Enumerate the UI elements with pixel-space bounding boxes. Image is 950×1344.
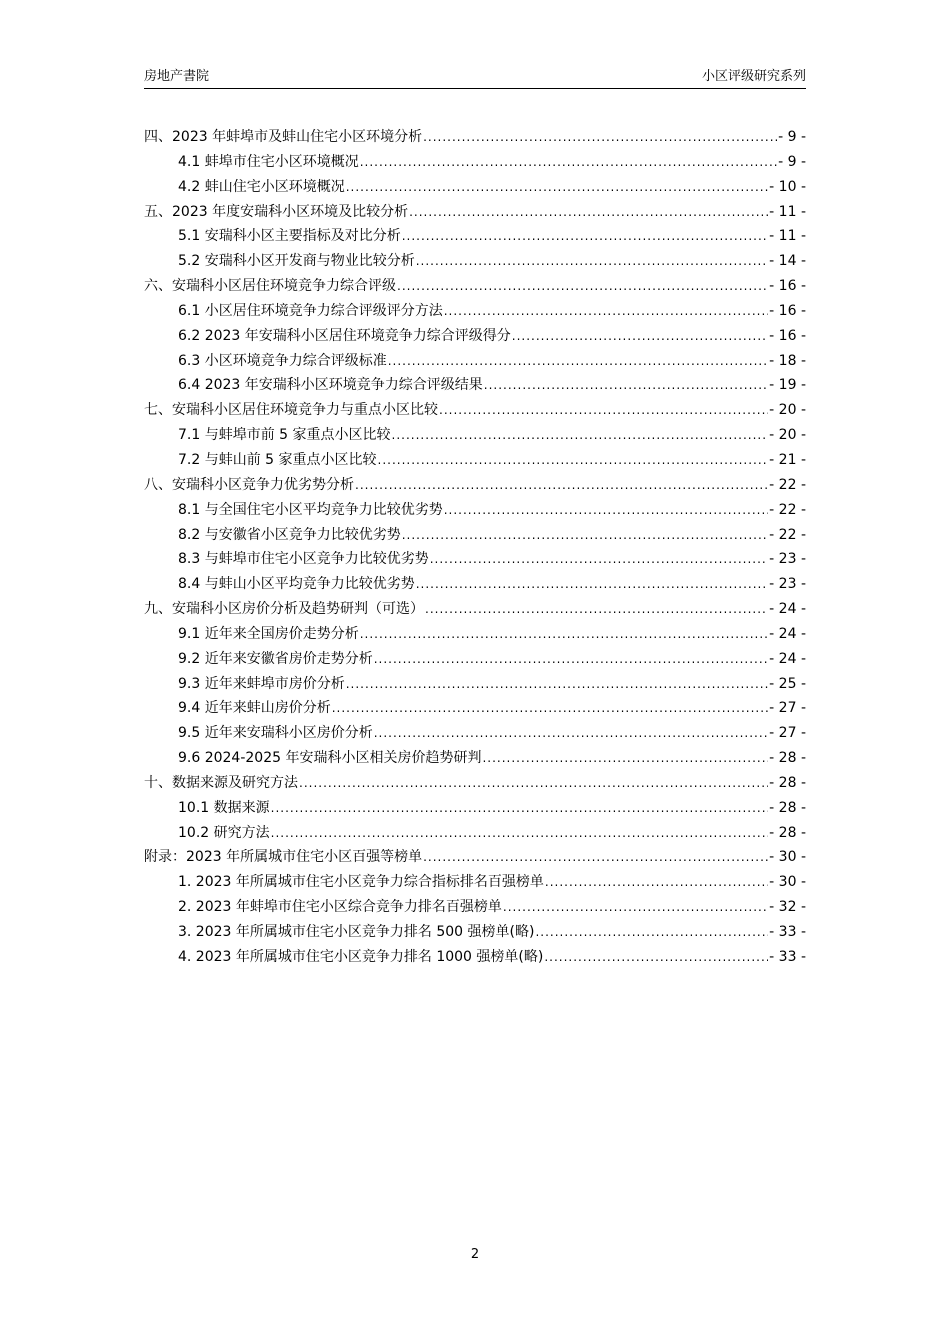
toc-section-entry[interactable]	[144, 249, 806, 274]
toc-dot-leader	[299, 771, 768, 796]
toc-entry-page: - 28 -	[769, 750, 806, 767]
toc-entry-title: 附录：2023 年所属城市住宅小区百强等榜单	[144, 849, 423, 866]
toc-section-entry[interactable]	[144, 423, 806, 448]
toc-entry-title: 9.4 近年来蚌山房价分析	[178, 700, 331, 717]
toc-entry-title: 8.2 与安徽省小区竞争力比较优劣势	[178, 526, 401, 543]
toc-dot-leader	[346, 672, 768, 697]
toc-entry-page: - 11 -	[769, 228, 806, 245]
toc-section-entry[interactable]	[144, 547, 806, 572]
toc-entry-page: - 30 -	[769, 849, 806, 866]
toc-entry-title: 9.5 近年来安瑞科小区房价分析	[178, 725, 373, 742]
toc-entry-page: - 30 -	[769, 874, 806, 891]
toc-section-entry[interactable]	[144, 945, 806, 970]
toc-dot-leader	[416, 249, 768, 274]
toc-entry-page: - 32 -	[769, 899, 806, 916]
toc-entry-title: 9.2 近年来安徽省房价走势分析	[178, 650, 373, 667]
toc-section-entry[interactable]	[144, 746, 806, 771]
toc-entry-title: 6.4 2023 年安瑞科小区环境竞争力综合评级结果	[178, 377, 483, 394]
toc-dot-leader	[423, 125, 777, 150]
toc-dot-leader	[425, 597, 768, 622]
toc-entry-title: 3. 2023 年所属城市住宅小区竞争力排名 500 强榜单(略)	[178, 924, 535, 940]
toc-entry-page: - 28 -	[769, 774, 806, 791]
toc-entry-title: 7.1 与蚌埠市前 5 家重点小区比较	[178, 427, 391, 444]
toc-section-entry[interactable]	[144, 920, 806, 945]
toc-dot-leader	[409, 200, 768, 225]
toc-entry-title: 九、安瑞科小区房价分析及趋势研判（可选）	[144, 601, 424, 618]
toc-entry-page: - 24 -	[769, 625, 806, 642]
toc-entry-page: - 9 -	[778, 153, 806, 170]
toc-entry-title: 四、2023 年蚌埠市及蚌山住宅小区环境分析	[144, 129, 423, 145]
toc-section-entry[interactable]	[144, 895, 806, 920]
toc-dot-leader	[392, 423, 769, 448]
toc-entry-page: - 16 -	[769, 302, 806, 319]
header-series-title: 小区评级研究系列	[701, 69, 806, 84]
toc-entry-page: - 23 -	[769, 551, 806, 568]
toc-dot-leader	[416, 572, 768, 597]
toc-entry-page: - 33 -	[769, 924, 806, 940]
toc-dot-leader	[271, 821, 769, 846]
toc-entry-page: - 16 -	[769, 327, 806, 344]
toc-dot-leader	[439, 398, 768, 423]
toc-entry-page: - 16 -	[769, 278, 806, 295]
toc-chapter-entry[interactable]	[144, 473, 806, 498]
toc-entry-title: 4. 2023 年所属城市住宅小区竞争力排名 1000 强榜单(略)	[178, 948, 544, 965]
toc-dot-leader	[544, 945, 768, 970]
toc-section-entry[interactable]	[144, 498, 806, 523]
toc-section-entry[interactable]	[144, 448, 806, 473]
toc-section-entry[interactable]	[144, 175, 806, 200]
toc-entry-title: 4.2 蚌山住宅小区环境概况	[178, 178, 345, 195]
toc-entry-page: - 21 -	[769, 451, 806, 468]
toc-entry-title: 9.1 近年来全国房价走势分析	[178, 625, 359, 642]
toc-chapter-entry[interactable]	[144, 125, 806, 150]
toc-entry-page: - 25 -	[769, 675, 806, 692]
toc-dot-leader	[423, 845, 768, 870]
toc-entry-title: 七、安瑞科小区居住环境竞争力与重点小区比较	[144, 402, 438, 419]
toc-dot-leader	[374, 647, 768, 672]
toc-dot-leader	[444, 299, 768, 324]
toc-section-entry[interactable]	[144, 373, 806, 398]
toc-dot-leader	[430, 547, 768, 572]
toc-entry-page: - 24 -	[769, 650, 806, 667]
toc-entry-page: - 33 -	[769, 948, 806, 965]
header-publisher: 房地产書院	[144, 69, 210, 84]
toc-chapter-entry[interactable]	[144, 597, 806, 622]
toc-entry-title: 5.2 安瑞科小区开发商与物业比较分析	[178, 253, 415, 270]
toc-entry-title: 10.2 研究方法	[178, 824, 270, 841]
toc-entry-page: - 9 -	[778, 129, 806, 145]
toc-section-entry[interactable]	[144, 299, 806, 324]
toc-dot-leader	[503, 895, 768, 920]
toc-entry-page: - 24 -	[769, 601, 806, 618]
toc-dot-leader	[402, 224, 768, 249]
toc-dot-leader	[397, 274, 768, 299]
toc-section-entry[interactable]	[144, 672, 806, 697]
toc-entry-page: - 27 -	[769, 700, 806, 717]
page-header	[144, 68, 806, 89]
toc-entry-page: - 27 -	[769, 725, 806, 742]
toc-section-entry[interactable]	[144, 523, 806, 548]
toc-dot-leader	[332, 696, 768, 721]
toc-entry-page: - 28 -	[769, 824, 806, 841]
toc-entry-page: - 18 -	[769, 352, 806, 369]
toc-chapter-entry[interactable]	[144, 845, 806, 870]
toc-entry-title: 8.1 与全国住宅小区平均竞争力比较优劣势	[178, 501, 443, 518]
toc-entry-page: - 23 -	[769, 576, 806, 593]
toc-chapter-entry[interactable]	[144, 771, 806, 796]
toc-section-entry[interactable]	[144, 150, 806, 175]
toc-chapter-entry[interactable]	[144, 200, 806, 225]
toc-entry-title: 十、数据来源及研究方法	[144, 774, 298, 791]
toc-dot-leader	[535, 920, 768, 945]
toc-section-entry[interactable]	[144, 647, 806, 672]
table-of-contents	[144, 125, 806, 970]
toc-dot-leader	[512, 324, 768, 349]
toc-dot-leader	[482, 746, 768, 771]
toc-entry-page: - 20 -	[769, 402, 806, 419]
toc-dot-leader	[444, 498, 768, 523]
toc-entry-title: 10.1 数据来源	[178, 799, 270, 816]
toc-section-entry[interactable]	[144, 324, 806, 349]
toc-entry-title: 5.1 安瑞科小区主要指标及对比分析	[178, 228, 401, 245]
toc-entry-title: 8.4 与蚌山小区平均竞争力比较优劣势	[178, 576, 415, 593]
toc-entry-title: 7.2 与蚌山前 5 家重点小区比较	[178, 451, 377, 468]
toc-entry-title: 2. 2023 年蚌埠市住宅小区综合竞争力排名百强榜单	[178, 899, 502, 916]
toc-section-entry[interactable]	[144, 572, 806, 597]
toc-entry-title: 六、安瑞科小区居住环境竞争力综合评级	[144, 278, 396, 295]
toc-entry-title: 八、安瑞科小区竞争力优劣势分析	[144, 476, 354, 493]
toc-section-entry[interactable]	[144, 796, 806, 821]
toc-entry-title: 8.3 与蚌埠市住宅小区竞争力比较优劣势	[178, 551, 429, 568]
toc-entry-page: - 22 -	[769, 476, 806, 493]
toc-entry-page: - 19 -	[769, 377, 806, 394]
toc-entry-title: 6.3 小区环境竞争力综合评级标准	[178, 352, 387, 369]
toc-entry-title: 4.1 蚌埠市住宅小区环境概况	[178, 153, 359, 170]
toc-dot-leader	[360, 150, 777, 175]
toc-entry-title: 6.2 2023 年安瑞科小区居住环境竞争力综合评级得分	[178, 327, 511, 344]
toc-section-entry[interactable]	[144, 696, 806, 721]
toc-entry-title: 9.6 2024-2025 年安瑞科小区相关房价趋势研判	[178, 750, 482, 767]
toc-dot-leader	[378, 448, 769, 473]
toc-section-entry[interactable]	[144, 622, 806, 647]
toc-section-entry[interactable]	[144, 821, 806, 846]
toc-entry-title: 9.3 近年来蚌埠市房价分析	[178, 675, 345, 692]
toc-dot-leader	[402, 523, 768, 548]
toc-dot-leader	[545, 870, 768, 895]
toc-entry-page: - 14 -	[769, 253, 806, 270]
toc-dot-leader	[374, 721, 768, 746]
toc-entry-page: - 22 -	[769, 501, 806, 518]
toc-dot-leader	[346, 175, 768, 200]
toc-dot-leader	[388, 349, 768, 374]
toc-entry-title: 6.1 小区居住环境竞争力综合评级评分方法	[178, 302, 443, 319]
toc-dot-leader	[271, 796, 769, 821]
toc-entry-page: - 28 -	[769, 799, 806, 816]
toc-entry-page: - 22 -	[769, 526, 806, 543]
toc-dot-leader	[484, 373, 768, 398]
toc-section-entry[interactable]	[144, 721, 806, 746]
toc-entry-page: - 20 -	[769, 427, 806, 444]
toc-section-entry[interactable]	[144, 224, 806, 249]
toc-entry-page: - 11 -	[769, 203, 806, 220]
toc-chapter-entry[interactable]	[144, 398, 806, 423]
toc-dot-leader	[360, 622, 768, 647]
toc-chapter-entry[interactable]	[144, 274, 806, 299]
toc-section-entry[interactable]	[144, 870, 806, 895]
toc-entry-title: 1. 2023 年所属城市住宅小区竞争力综合指标排名百强榜单	[178, 874, 544, 891]
toc-entry-page: - 10 -	[769, 178, 806, 195]
toc-section-entry[interactable]	[144, 349, 806, 374]
page-number: 2	[470, 1247, 480, 1262]
toc-entry-title: 五、2023 年度安瑞科小区环境及比较分析	[144, 203, 409, 220]
toc-dot-leader	[355, 473, 768, 498]
